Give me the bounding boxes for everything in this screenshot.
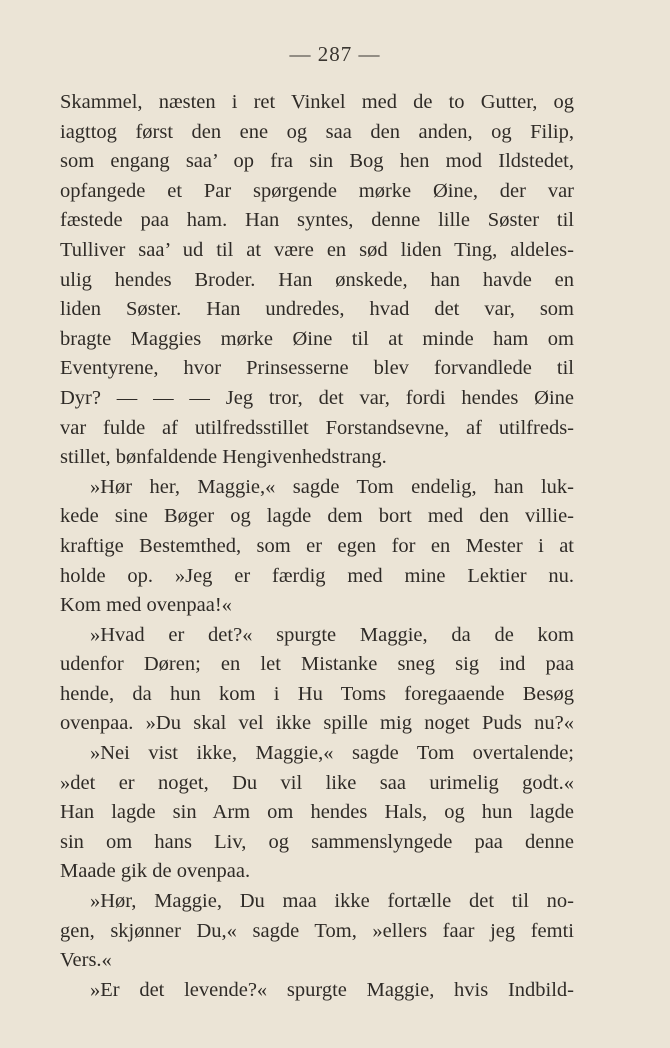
text-line: Maade gik de ovenpaa.	[60, 860, 251, 883]
text-line: udenfor Døren; en let Mistanke sneg sig ind paa	[60, 653, 574, 676]
text-line: kraftige Bestemthed, som er egen for en Mester i at	[60, 534, 574, 557]
text-line: Eventyrene, hvor Prinsesserne blev forvandlede til	[60, 357, 574, 380]
text-line: »Hør, Maggie, Du maa ikke fortælle det til no-	[90, 890, 574, 913]
text-line: bragte Maggies mørke Øine til at minde ham om	[60, 327, 574, 350]
text-line: var fulde af utilfredsstillet Forstandsevne, af utilfreds-	[60, 416, 574, 439]
text-line: Han lagde sin Arm om hendes Hals, og hun lagde	[60, 801, 574, 824]
text-line: fæstede paa ham. Han syntes, denne lille Søster til	[60, 209, 574, 232]
body-text	[60, 88, 574, 1005]
text-line: gen, skjønner Du,« sagde Tom, »ellers faar jeg femti	[60, 919, 574, 942]
text-line: som engang saa’ op fra sin Bog hen mod Ildstedet,	[60, 150, 574, 173]
text-line: sin om hans Liv, og sammenslyngede paa denne	[60, 830, 574, 853]
text-line: stillet, bønfaldende Hengivenhedstrang.	[60, 446, 387, 469]
text-line: Tulliver saa’ ud til at være en sød liden Ting, aldeles-	[60, 238, 574, 261]
text-line: Kom med ovenpaa!«	[60, 594, 232, 617]
text-line: iagttog først den ene og saa den anden, og Filip,	[60, 120, 574, 143]
text-line: ovenpaa. »Du skal vel ikke spille mig noget Puds nu?«	[60, 712, 574, 735]
text-line: Vers.«	[60, 949, 112, 972]
text-line: Skammel, næsten i ret Vinkel med de to Gutter, og	[60, 91, 574, 113]
text-line: »Hvad er det?« spurgte Maggie, da de kom	[90, 623, 574, 646]
text-line: »Nei vist ikke, Maggie,« sagde Tom overtalende;	[90, 742, 574, 765]
text-line: hende, da hun kom i Hu Toms foregaaende Besøg	[60, 682, 574, 705]
text-line: opfangede et Par spørgende mørke Øine, der var	[60, 179, 574, 202]
page-number: — 287 —	[289, 42, 381, 66]
text-line: ulig hendes Broder. Han ønskede, han havde en	[60, 268, 574, 291]
text-line: holde op. »Jeg er færdig med mine Lektier nu.	[60, 564, 574, 587]
text-line: »Er det levende?« spurgte Maggie, hvis Indbild-	[90, 978, 574, 1001]
text-line: »det er noget, Du vil like saa urimelig godt.«	[60, 771, 574, 794]
text-line: Dyr? — — — Jeg tror, det var, fordi hendes Øine	[60, 386, 574, 409]
text-line: kede sine Bøger og lagde dem bort med den villie-	[60, 505, 574, 528]
text-line: liden Søster. Han undredes, hvad det var, som	[60, 298, 574, 321]
text-line: »Hør her, Maggie,« sagde Tom endelig, han luk-	[90, 475, 574, 498]
